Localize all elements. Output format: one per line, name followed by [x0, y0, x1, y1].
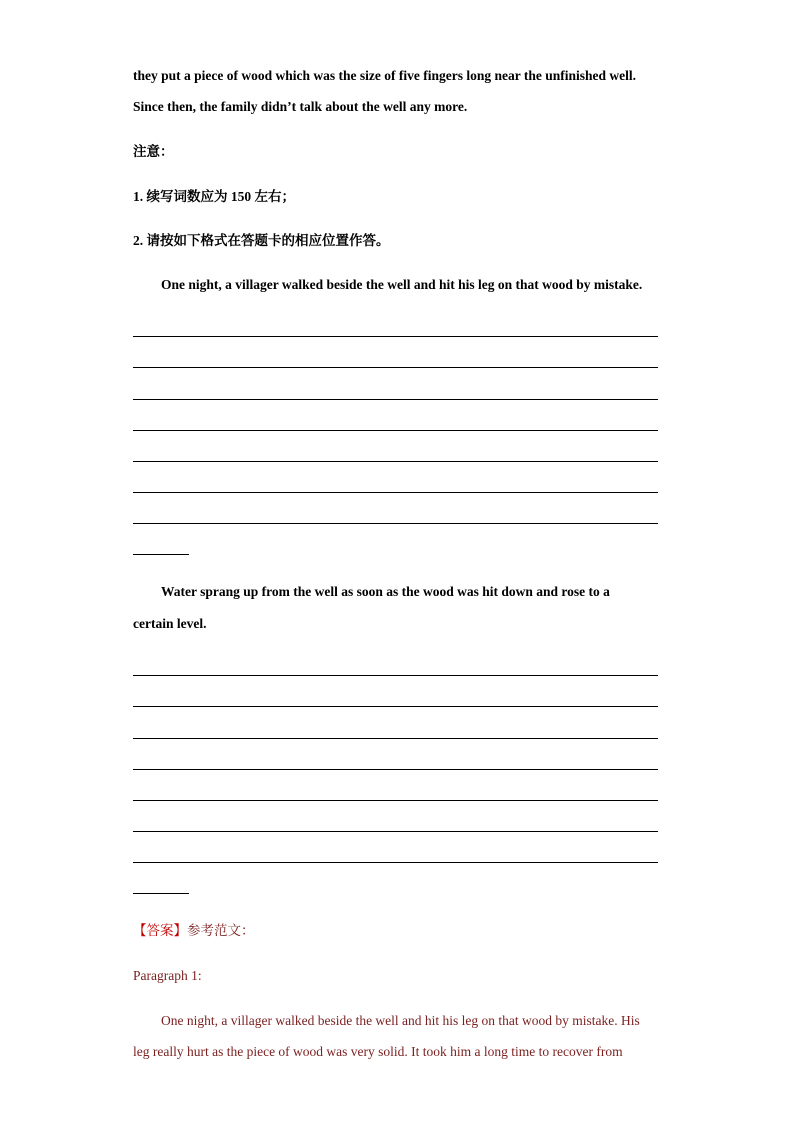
- writing-line-end: [133, 554, 189, 555]
- writing-line: [133, 399, 658, 400]
- answer-line-1: One night, a villager walked beside the well and hit his leg on that wood by mistake. His: [161, 1013, 640, 1028]
- writing-line: [133, 336, 658, 337]
- answer-line-2: leg really hurt as the piece of wood was very solid. It took him a long time to recover from: [133, 1044, 623, 1059]
- writing-line: [133, 461, 658, 462]
- prompt-1: One night, a villager walked beside the well and hit his leg on that wood by mistake.: [161, 277, 643, 292]
- writing-line: [133, 862, 658, 863]
- writing-line: [133, 738, 658, 739]
- writing-line: [133, 706, 658, 707]
- passage-line-2: Since then, the family didn’t talk about the well any more.: [133, 99, 468, 114]
- writing-line: [133, 769, 658, 770]
- writing-line: [133, 523, 658, 524]
- passage-line-1: they put a piece of wood which was the size of five fingers long near the unfinished well.: [133, 68, 636, 83]
- prompt-2-line-2: certain level.: [133, 616, 207, 631]
- paragraph-label: Paragraph 1:: [133, 968, 202, 983]
- notes-heading: 注意：: [133, 144, 174, 159]
- writing-line: [133, 430, 658, 431]
- writing-line: [133, 675, 658, 676]
- prompt-2-line-1: Water sprang up from the well as soon as the wood was hit down and rose to a: [161, 584, 610, 599]
- writing-line-end: [133, 893, 189, 894]
- answer-heading: [133, 922, 255, 940]
- answer-tag: 【答案】: [133, 923, 187, 938]
- writing-line: [133, 800, 658, 801]
- notes-item-2: 2. 请按如下格式在答题卡的相应位置作答。: [133, 233, 390, 248]
- writing-line: [133, 831, 658, 832]
- notes-item-1: 1. 续写词数应为 150 左右；: [133, 189, 295, 204]
- writing-line: [133, 492, 658, 493]
- writing-line: [133, 367, 658, 368]
- answer-label: 参考范文：: [187, 923, 255, 938]
